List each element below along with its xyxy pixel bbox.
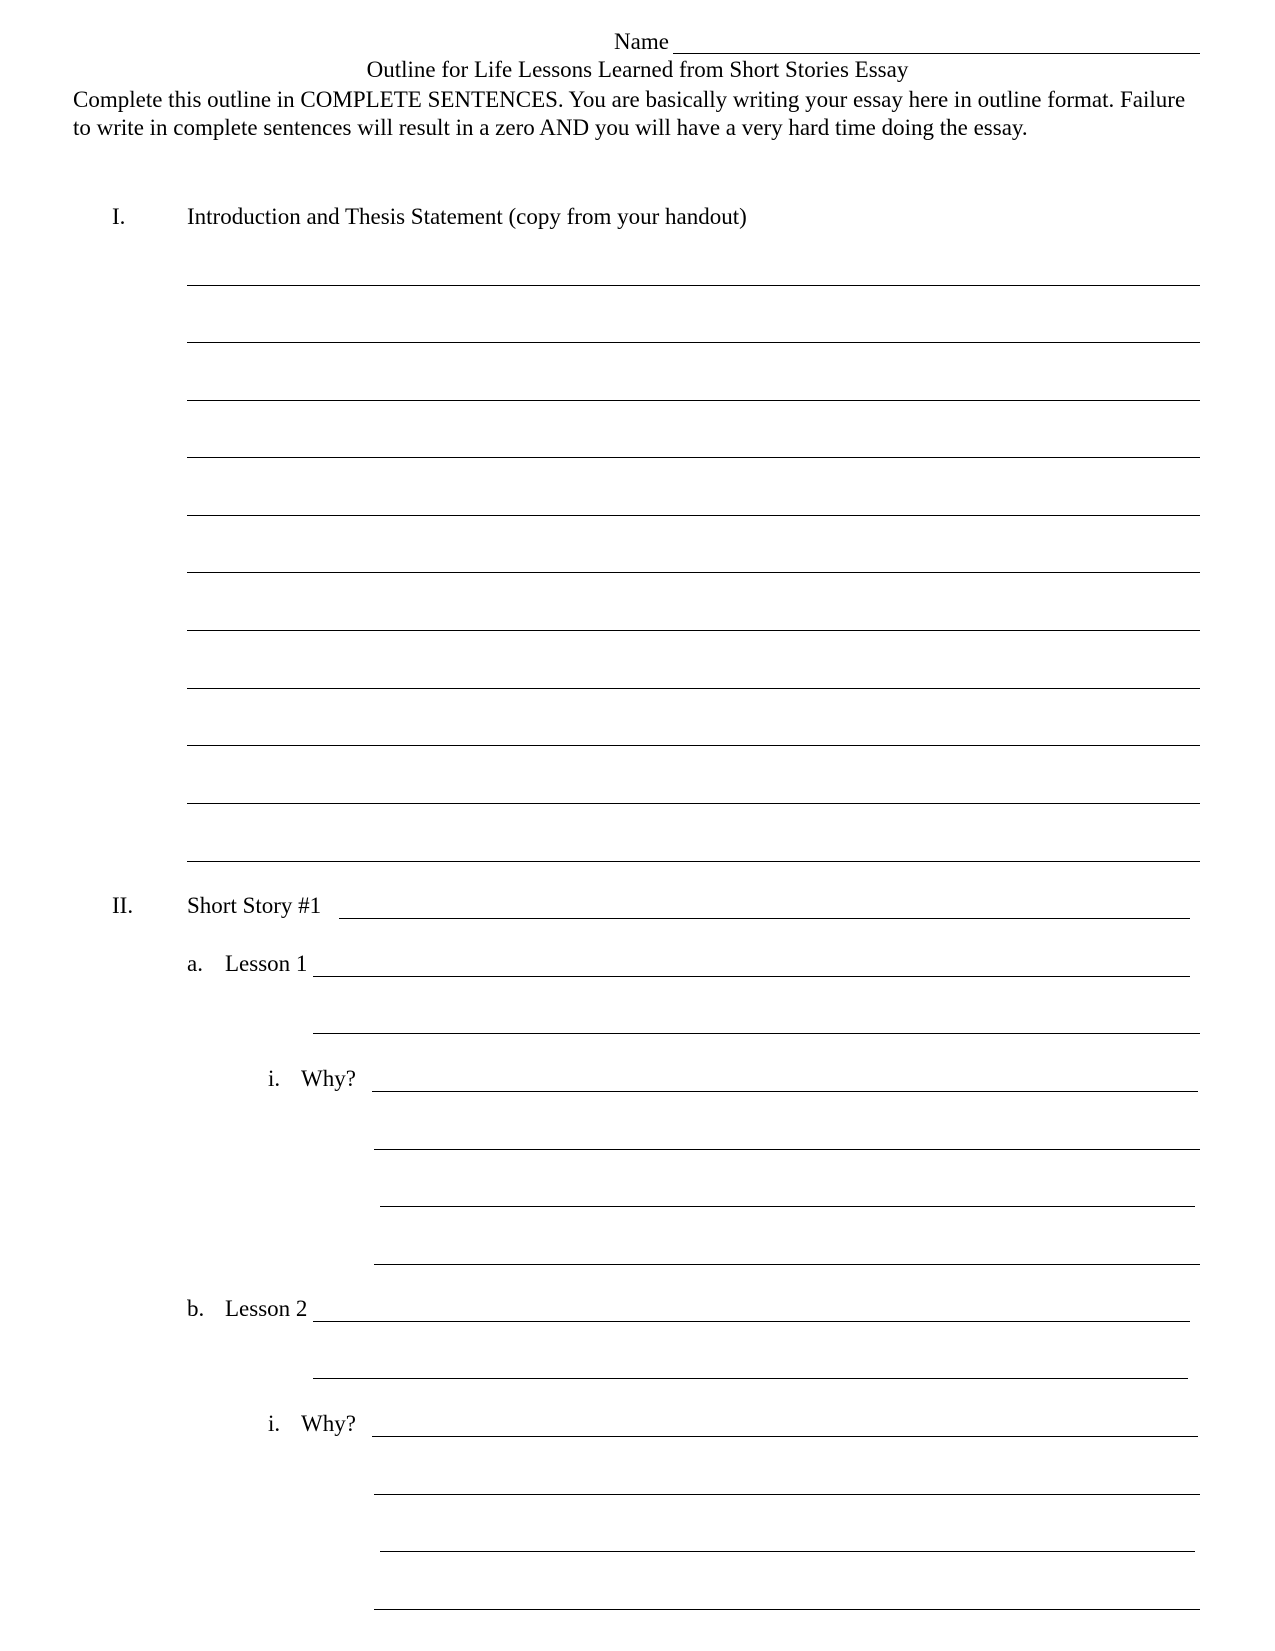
lesson-b-label: Lesson 2 (225, 1296, 308, 1321)
intro-answer-line[interactable] (187, 572, 1200, 573)
name-label: Name (614, 29, 669, 54)
lesson-a-marker: a. (187, 951, 203, 976)
lesson-1-why-line[interactable] (374, 1149, 1200, 1150)
intro-answer-line[interactable] (187, 803, 1200, 804)
lesson-a-why-label: Why? (301, 1066, 356, 1091)
short-story-title-blank[interactable] (339, 918, 1190, 919)
intro-answer-line[interactable] (187, 400, 1200, 401)
worksheet-title: Outline for Life Lessons Learned from Short Stories Essay (366, 57, 909, 82)
section-1-heading: Introduction and Thesis Statement (copy from your handout) (187, 204, 747, 229)
section-2-numeral: II. (112, 893, 134, 918)
intro-answer-line[interactable] (187, 745, 1200, 746)
intro-answer-line[interactable] (187, 688, 1200, 689)
lesson-b-why-marker: i. (268, 1411, 281, 1436)
lesson-a-label: Lesson 1 (225, 951, 308, 976)
lesson-b-why-label: Why? (301, 1411, 356, 1436)
name-blank[interactable] (673, 53, 1200, 54)
instructions-paragraph: Complete this outline in COMPLETE SENTENCES. You are basically writing your essay here in outline format. Failure to write in complete sentences will result in a zero AND you will have a very hard time doing the essay. (73, 87, 1186, 140)
lesson-1-why-line[interactable] (374, 1264, 1200, 1265)
lesson-2-why-line[interactable] (374, 1609, 1200, 1610)
lesson-1-answer-line[interactable] (313, 1033, 1200, 1034)
lesson-a-why-marker: i. (268, 1066, 281, 1091)
lesson-b-marker: b. (187, 1296, 205, 1321)
intro-answer-line[interactable] (187, 630, 1200, 631)
lesson-1-why-line[interactable] (372, 1091, 1198, 1092)
intro-answer-line[interactable] (187, 285, 1200, 286)
lesson-1-why-line[interactable] (380, 1206, 1195, 1207)
lesson-2-why-line[interactable] (380, 1551, 1195, 1552)
lesson-2-answer-line[interactable] (313, 1321, 1190, 1322)
intro-answer-line[interactable] (187, 342, 1200, 343)
lesson-1-answer-line[interactable] (313, 976, 1190, 977)
intro-answer-line[interactable] (187, 861, 1200, 862)
lesson-2-why-line[interactable] (374, 1494, 1200, 1495)
section-2-heading: Short Story #1 (187, 893, 322, 918)
intro-answer-line[interactable] (187, 515, 1200, 516)
intro-answer-line[interactable] (187, 457, 1200, 458)
lesson-2-answer-line[interactable] (313, 1378, 1188, 1379)
section-1-numeral: I. (112, 204, 126, 229)
lesson-2-why-line[interactable] (372, 1436, 1198, 1437)
